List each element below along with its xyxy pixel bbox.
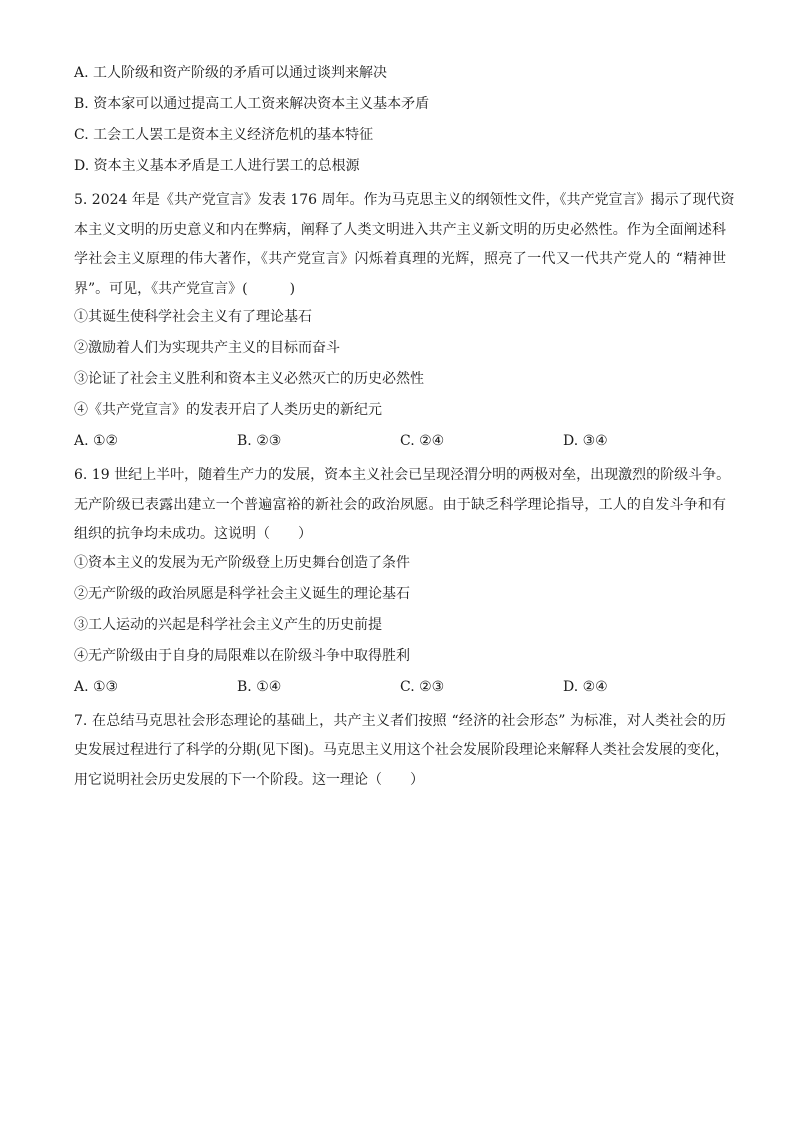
- q5-stem-line: 学社会主义原理的伟大著作，《共产党宣言》闪烁着真理的光辉，照亮了一代又一代共产党人的 “精神世: [74, 251, 726, 267]
- q6-statement-1: ①资本主义的发展为无产阶级登上历史舞台创造了条件: [74, 554, 410, 571]
- q5-statement-4: ④《共产党宣言》的发表开启了人类历史的新纪元: [74, 402, 382, 418]
- q5-choice-b[interactable]: B. ②③: [237, 433, 282, 449]
- question-5: [74, 186, 735, 452]
- q5-stem-line: 本主义文明的历史意义和内在弊病，阐释了人类文明进入共产主义新文明的历史必然性。作为全面阐述科: [74, 221, 726, 238]
- q5-stem: [74, 186, 735, 304]
- q6-choices: [74, 676, 726, 698]
- q4-option-a[interactable]: A. 工人阶级和资产阶级的矛盾可以通过谈判来解决: [74, 65, 388, 81]
- q4-option-c[interactable]: C. 工会工人罢工是资本主义经济危机的基本特征: [74, 127, 374, 143]
- q5-statement-3: ③论证了社会主义胜利和资本主义必然灭亡的历史必然性: [74, 371, 424, 387]
- q6-choice-a[interactable]: A. ①③: [74, 678, 119, 695]
- q5-stem-line: 5. 2024 年是《共产党宣言》发表 176 周年。作为马克思主义的纲领性文件，《共产党宣言》揭示了现代资: [74, 192, 735, 208]
- q6-statement-3: ③工人运动的兴起是科学社会主义产生的历史前提: [74, 616, 382, 633]
- q5-choice-a[interactable]: A. ①②: [74, 433, 119, 449]
- q6-stem-line: 无产阶级已表露出建立一个普遍富裕的新社会的政治夙愿。由于缺乏科学理论指导，工人的自发斗争和有: [74, 496, 726, 513]
- q4-options: [74, 62, 726, 177]
- q5-statement-2: ②激励着人们为实现共产主义的目标而奋斗: [74, 340, 340, 356]
- q5-statement-1: ①其诞生使科学社会主义有了理论基石: [74, 309, 312, 325]
- q6-statement-4: ④无产阶级由于自身的局限难以在阶级斗争中取得胜利: [74, 647, 410, 664]
- q5-choice-c[interactable]: C. ②④: [400, 433, 445, 449]
- q5-choices: [74, 430, 726, 452]
- q6-stem-line: 组织的抗争均未成功。这说明（ ）: [74, 526, 312, 542]
- q4-option-d[interactable]: D. 资本主义基本矛盾是工人进行罢工的总根源: [74, 158, 360, 174]
- q7-stem: [74, 707, 729, 796]
- q6-choice-c[interactable]: C. ②③: [400, 678, 445, 695]
- q6-statement-2: ②无产阶级的政治夙愿是科学社会主义诞生的理论基石: [74, 585, 410, 602]
- q6-choice-d[interactable]: D. ②④: [563, 678, 608, 695]
- q6-choice-b[interactable]: B. ①④: [237, 678, 282, 695]
- question-6: [74, 461, 731, 698]
- exam-page: [74, 62, 735, 797]
- q5-stem-line: 界”。可见，《共产党宣言》( ): [74, 280, 296, 297]
- question-7: [74, 707, 729, 796]
- q7-stem-line: 用它说明社会历史发展的下一个阶段。这一理论（ ）: [74, 771, 424, 788]
- q6-stem-line: 6. 19 世纪上半叶，随着生产力的发展，资本主义社会已呈现泾渭分明的两极对垒，出现激烈的阶级斗争。: [74, 467, 731, 483]
- q5-choice-d[interactable]: D. ③④: [563, 433, 608, 449]
- q6-stem: [74, 461, 731, 550]
- q7-stem-line: 史发展过程进行了科学的分期(见下图)。马克思主义用这个社会发展阶段理论来解释人类社会发展的变化，: [74, 742, 729, 758]
- q4-option-b[interactable]: B. 资本家可以通过提高工人工资来解决资本主义基本矛盾: [74, 96, 430, 112]
- q7-stem-line: 7. 在总结马克思社会形态理论的基础上，共产主义者们按照 “经济的社会形态” 为标准，对人类社会的历: [74, 712, 726, 729]
